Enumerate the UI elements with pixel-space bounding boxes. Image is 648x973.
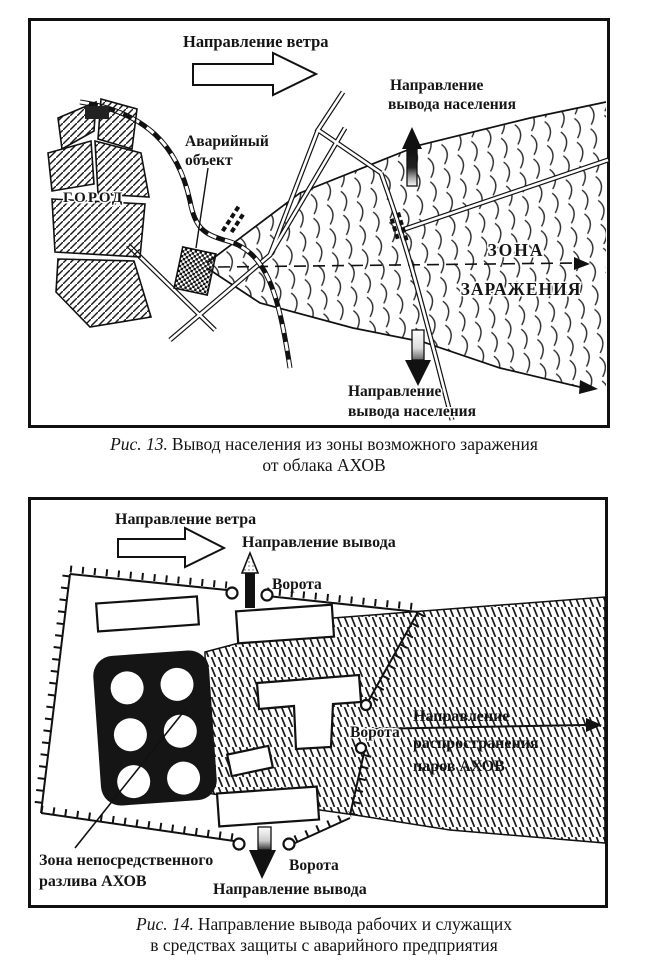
figure-14 — [28, 497, 608, 908]
figure-14-caption-line2: в средствах защиты с аварийного предприятия — [150, 935, 498, 955]
figure-13-caption — [0, 434, 648, 476]
evac-arrow-down-shaft — [258, 827, 271, 850]
evac-arrow-up-shaft — [245, 573, 255, 608]
spill-zone-label-line2: разлива АХОВ — [39, 873, 147, 890]
evac-arrow-down-shaft — [412, 330, 424, 360]
hazard-object-label-line1: Аварийный — [185, 133, 269, 150]
city-station-block — [85, 106, 109, 119]
wind-direction-label: Направление ветра — [115, 511, 257, 528]
gate-right-label: Ворота — [350, 724, 400, 741]
evac-arrow-up-shaft — [407, 149, 417, 186]
figure-13-caption-line1: Рис. 13. Вывод населения из зоны возможного заражения — [110, 434, 538, 454]
vapor-label-line1: Направление — [413, 708, 510, 725]
vapor-label-line2: распространения — [413, 735, 539, 752]
gate-top-label: Ворота — [272, 576, 322, 593]
figure-13 — [28, 18, 610, 428]
evac-top-label: Направление вывода — [242, 534, 396, 551]
figure-14-caption — [0, 914, 648, 956]
evac-top-label-line1: Направление — [390, 77, 484, 94]
gate-bottom-label: Ворота — [289, 857, 339, 874]
evac-bottom-label: Направление вывода — [213, 881, 367, 898]
spill-zone-label-line1: Зона непосредственного — [39, 852, 214, 869]
evac-bottom-label-line1: Направление — [348, 383, 442, 400]
hazard-object-label-line2: объект — [185, 152, 233, 169]
evac-top-label-line2: вывода населения — [388, 96, 516, 113]
figure-13-ref: Рис. 13. — [110, 434, 168, 454]
zone-label-line1: ЗОНА — [487, 240, 545, 260]
figure-13-drawing — [28, 18, 610, 428]
vapor-label-line3: паров АХОВ — [413, 758, 505, 775]
figure-13-caption-line2: от облака АХОВ — [262, 455, 386, 475]
figure-14-caption-line1: Рис. 14. Направление вывода рабочих и служащих — [136, 914, 512, 934]
figure-14-drawing — [28, 497, 608, 908]
figure-14-ref: Рис. 14. — [136, 914, 194, 934]
evac-bottom-label-line2: вывода населения — [348, 403, 476, 420]
zone-label-line2: ЗАРАЖЕНИЯ — [460, 279, 582, 299]
spill-zone-tanks — [92, 649, 218, 807]
wind-direction-label: Направление ветра — [183, 32, 329, 51]
city-label: ГОРОД — [63, 190, 125, 206]
